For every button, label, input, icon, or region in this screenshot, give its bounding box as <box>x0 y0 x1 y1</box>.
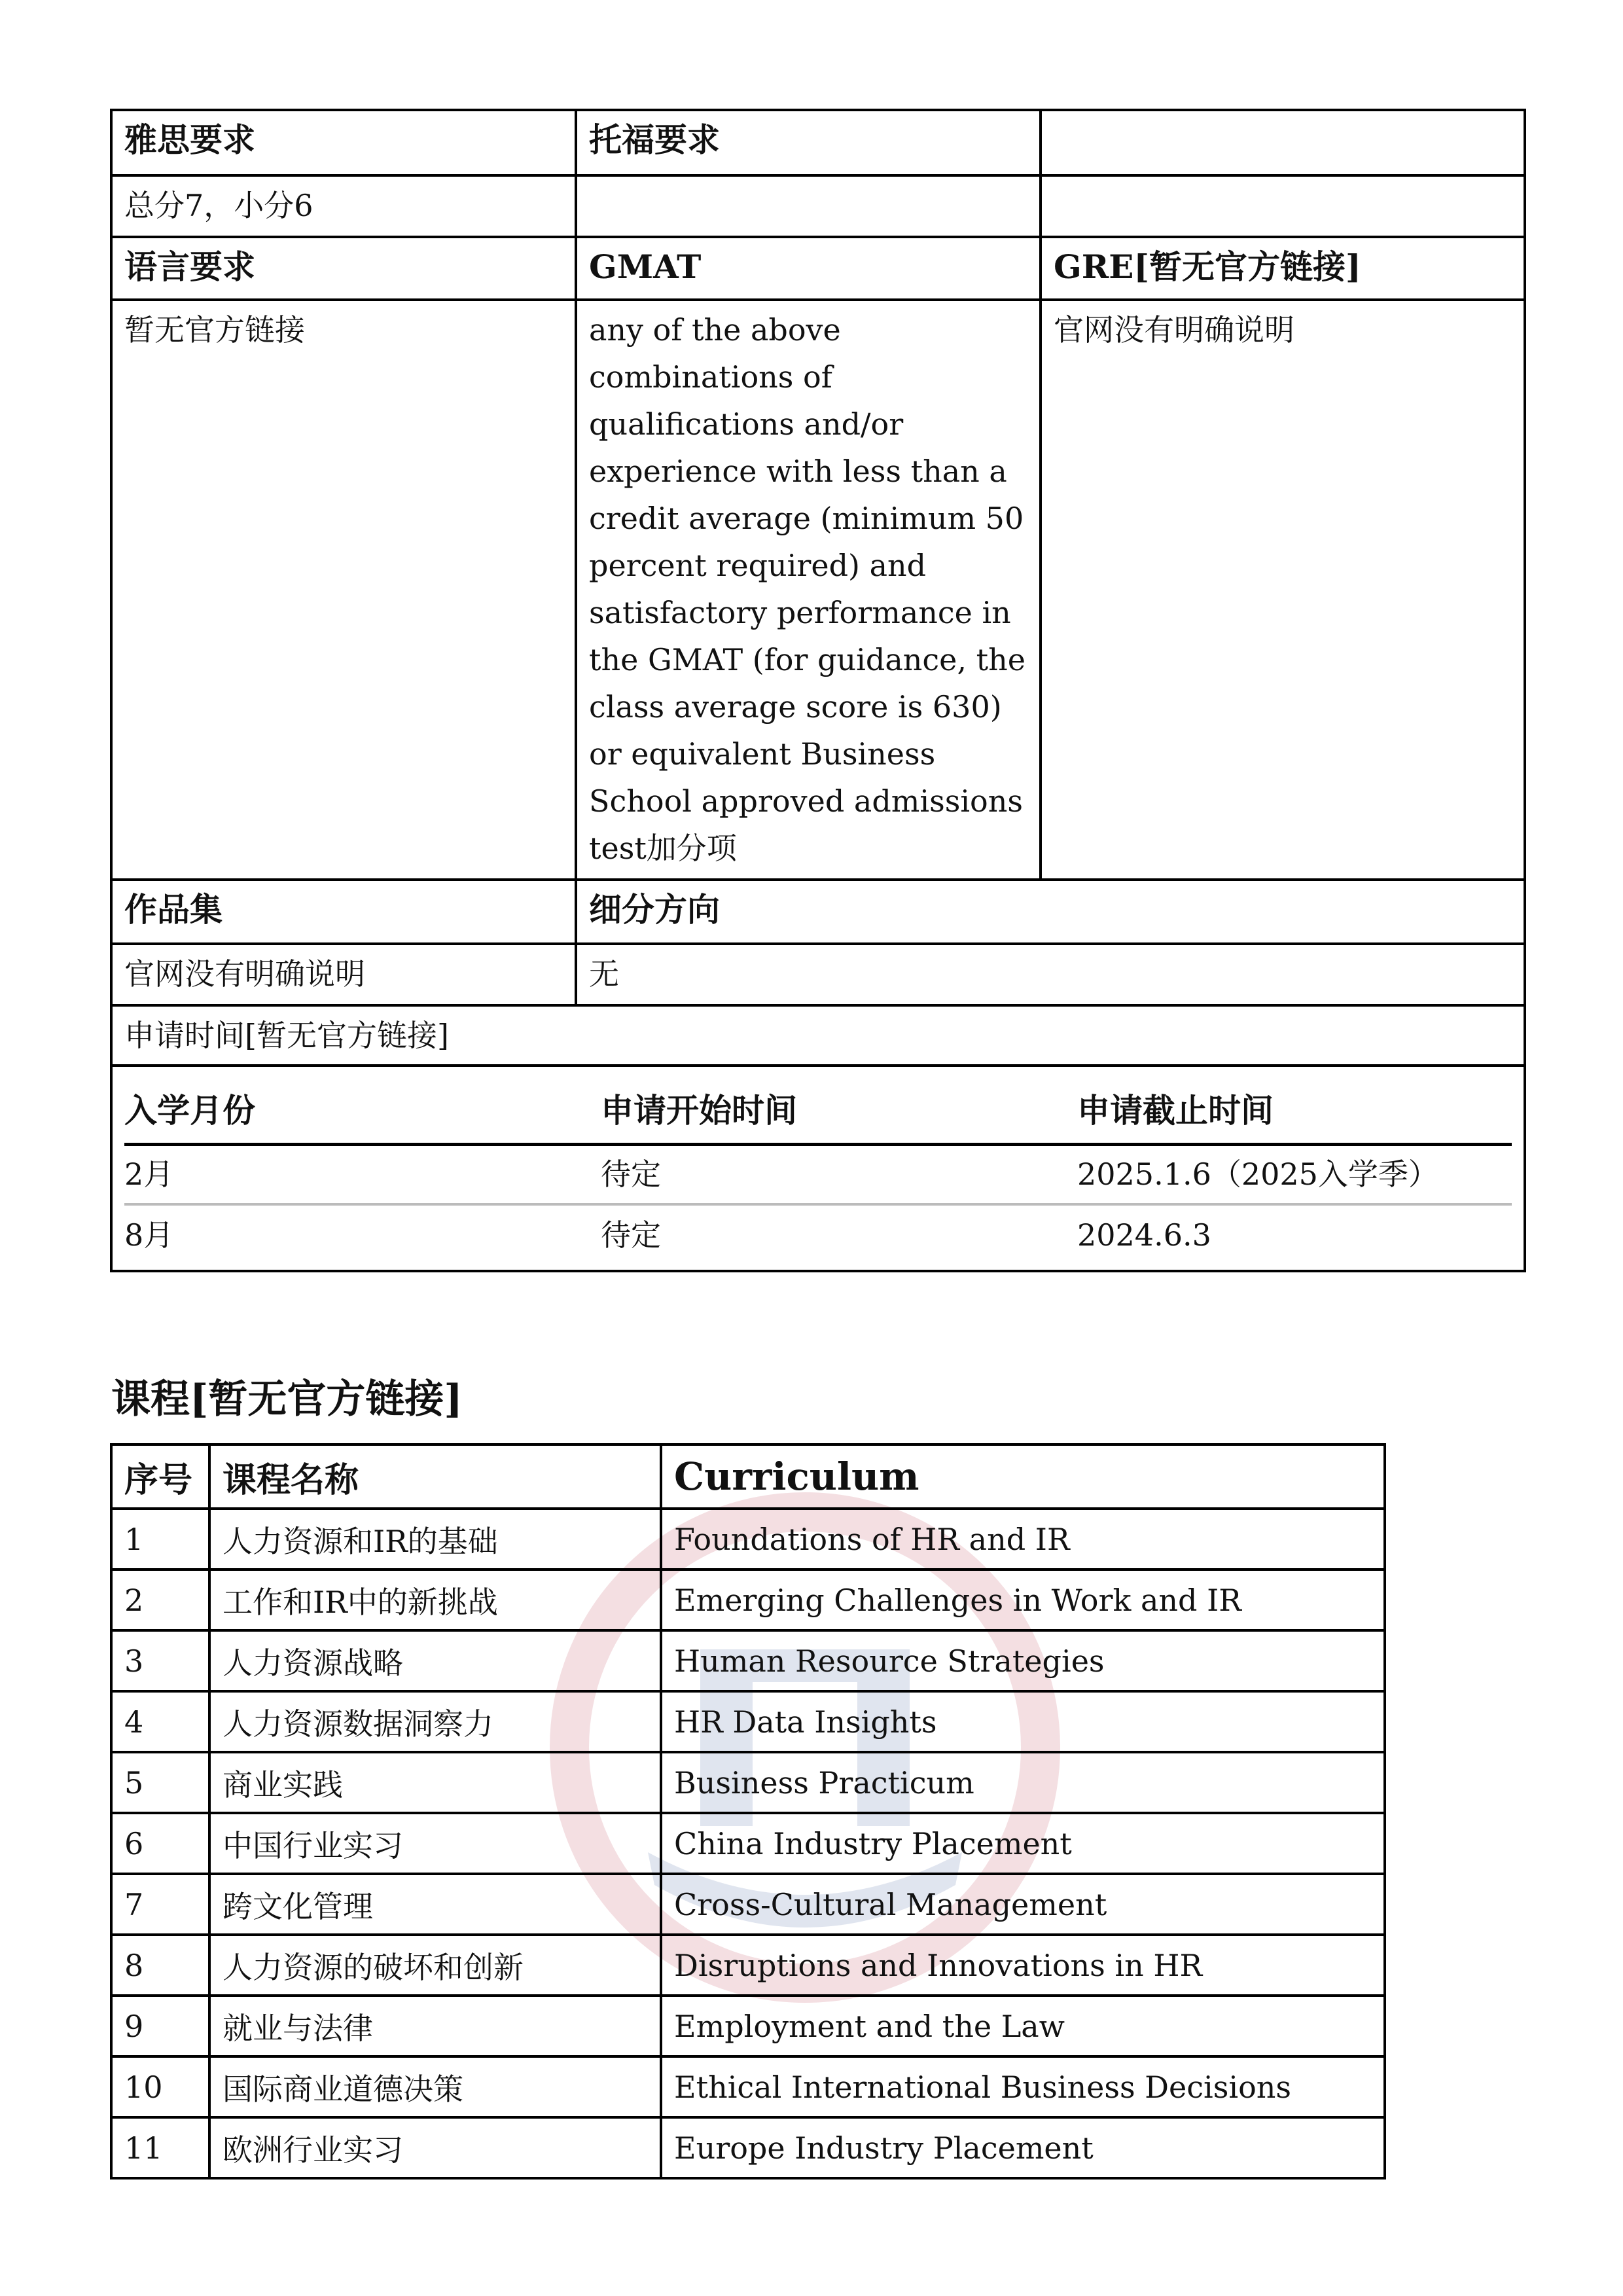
course-name-cn: 跨文化管理 <box>209 1874 661 1935</box>
course-index: 9 <box>111 1996 209 2056</box>
course-name-en: China Industry Placement <box>661 1813 1385 1874</box>
courses-header-name: 课程名称 <box>209 1444 661 1509</box>
table-row <box>111 2117 1385 2178</box>
schedule-header-deadline: 申请截止时间 <box>1077 1079 1512 1144</box>
gre-value: 官网没有明确说明 <box>1041 300 1525 880</box>
table-row <box>111 1874 1385 1935</box>
schedule-header-row <box>124 1079 1512 1144</box>
course-index: 2 <box>111 1570 209 1630</box>
courses-header-index: 序号 <box>111 1444 209 1509</box>
schedule-deadline: 2024.6.3 <box>1077 1217 1211 1253</box>
toefl-label: 托福要求 <box>576 110 1041 175</box>
courses-header-row <box>111 1444 1385 1509</box>
schedule-intake: 2月 <box>124 1144 601 1204</box>
table-row <box>111 1935 1385 1996</box>
course-name-en: Business Practicum <box>661 1752 1385 1813</box>
table-row <box>111 1752 1385 1813</box>
course-name-en: HR Data Insights <box>661 1691 1385 1752</box>
course-name-en: Human Resource Strategies <box>661 1630 1385 1691</box>
empty-cell <box>1041 175 1525 237</box>
table-row <box>111 1630 1385 1691</box>
schedule-row <box>124 1144 1512 1204</box>
schedule-intake: 8月 <box>124 1217 174 1253</box>
course-name-cn: 中国行业实习 <box>209 1813 661 1874</box>
table-row <box>111 1813 1385 1874</box>
course-name-en: Emerging Challenges in Work and IR <box>661 1570 1385 1630</box>
course-name-cn: 人力资源战略 <box>209 1630 661 1691</box>
schedule-table <box>124 1079 1512 1265</box>
course-index: 5 <box>111 1752 209 1813</box>
table-row <box>111 2056 1385 2117</box>
empty-cell <box>1041 110 1525 175</box>
schedule-start: 待定 <box>601 1217 661 1253</box>
ielts-value: 总分7，小分6 <box>111 175 576 237</box>
course-name-cn: 欧洲行业实习 <box>209 2117 661 2178</box>
direction-value: 无 <box>576 944 1525 1005</box>
course-name-cn: 国际商业道德决策 <box>209 2056 661 2117</box>
course-index: 4 <box>111 1691 209 1752</box>
courses-header-curriculum: Curriculum <box>661 1444 1385 1509</box>
course-index: 7 <box>111 1874 209 1935</box>
ielts-label: 雅思要求 <box>111 110 576 175</box>
course-name-cn: 人力资源数据洞察力 <box>209 1691 661 1752</box>
direction-label: 细分方向 <box>576 880 1525 944</box>
portfolio-value: 官网没有明确说明 <box>111 944 576 1005</box>
course-name-en: Europe Industry Placement <box>661 2117 1385 2178</box>
schedule-start: 待定 <box>601 1144 1077 1204</box>
course-name-cn: 人力资源的破坏和创新 <box>209 1935 661 1996</box>
course-name-en: Cross-Cultural Management <box>661 1874 1385 1935</box>
course-name-en: Foundations of HR and IR <box>661 1509 1385 1570</box>
course-index: 6 <box>111 1813 209 1874</box>
courses-table <box>110 1443 1386 2179</box>
requirements-table <box>110 109 1526 1272</box>
language-value: 暂无官方链接 <box>111 300 576 880</box>
portfolio-label: 作品集 <box>111 880 576 944</box>
course-index: 10 <box>111 2056 209 2117</box>
course-name-cn: 商业实践 <box>209 1752 661 1813</box>
course-name-en: Employment and the Law <box>661 1996 1385 2056</box>
course-index: 1 <box>111 1509 209 1570</box>
course-name-cn: 就业与法律 <box>209 1996 661 2056</box>
course-name-cn: 人力资源和IR的基础 <box>209 1509 661 1570</box>
table-row <box>111 1509 1385 1570</box>
course-index: 3 <box>111 1630 209 1691</box>
course-name-en: Disruptions and Innovations in HR <box>661 1935 1385 1996</box>
table-row <box>111 1570 1385 1630</box>
course-name-cn: 工作和IR中的新挑战 <box>209 1570 661 1630</box>
gre-label: GRE[暂无官方链接] <box>1041 237 1525 300</box>
schedule-header-start: 申请开始时间 <box>601 1079 1077 1144</box>
schedule-header-intake: 入学月份 <box>124 1079 601 1144</box>
course-index: 8 <box>111 1935 209 1996</box>
course-name-en: Ethical International Business Decisions <box>661 2056 1385 2117</box>
language-label: 语言要求 <box>111 237 576 300</box>
table-row <box>111 1996 1385 2056</box>
courses-title: 课程[暂无官方链接] <box>111 1376 463 1422</box>
empty-cell <box>576 175 1041 237</box>
schedule-row <box>124 1204 1512 1265</box>
table-row <box>111 1691 1385 1752</box>
schedule-cell <box>111 1066 1525 1271</box>
course-index: 11 <box>111 2117 209 2178</box>
application-time-label: 申请时间[暂无官方链接] <box>111 1005 1525 1066</box>
gmat-label: GMAT <box>576 237 1041 300</box>
gmat-value: any of the above combinations of qualifications and/or experience with less than a credit average (minimum 50 percent required) and satisfactory performance in the GMAT (for guidance, the class average score is 630) or equivalent Business School approved admissions test加分项 <box>576 300 1041 880</box>
schedule-deadline: 2025.1.6（2025入学季） <box>1077 1144 1512 1204</box>
